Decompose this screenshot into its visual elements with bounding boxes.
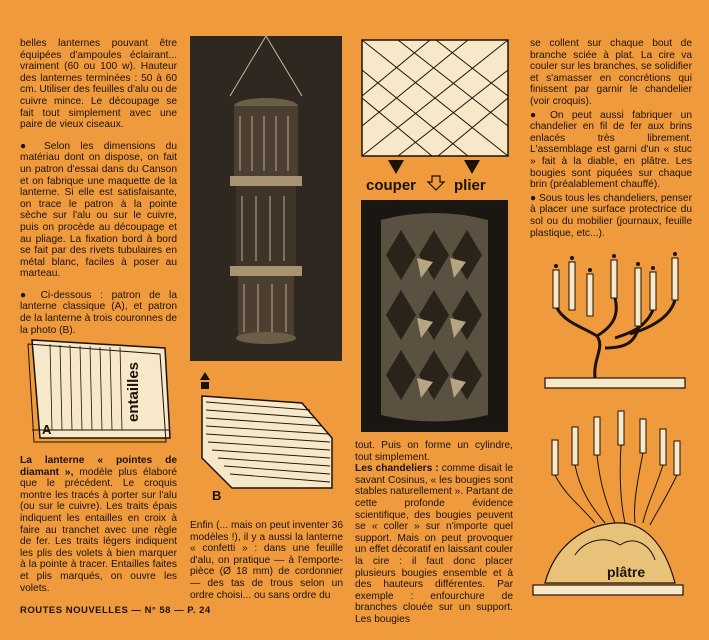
paragraph-title: La lanterne « pointes de diamant », — [20, 455, 177, 478]
paragraph — [355, 463, 513, 625]
column-2 — [190, 520, 343, 601]
paragraph-body: comme disait le savant Cosinus, « les bougies sont stables naturellement ». Partant de cette profonde évidence scientifique, des bougies peuvent se « coller » sur n'importe quel support. Mais on peut provoquer un effet décoratif en laissant couler la cire : il faut donc placer plusieurs bougies ensemble et à des hauteurs différentes. Par exemple : enfourchure de branches clouée sur un support. Les bougies — [355, 463, 514, 625]
paragraph-body: modèle plus élaboré que le précédent. Le croquis montre les tracés à porter sur l'alu (ou sur le cuivre). Les traits épais indiquent les entailles en croix à faire au tranchet avec une règle de fer. Les traits légers indiquent les plis des volets à bien marquer à la pointe à tracer. Entailles faites et plis marqués, on ouvre les volets. — [20, 466, 178, 594]
paragraph: ● Ci-dessous : patron de la lanterne classique (A), et patron de la lanterne à trois couronnes de la photo (B). — [20, 289, 177, 336]
column-1 — [20, 38, 177, 346]
pattern-a-sketch — [20, 330, 180, 448]
paragraph: ● On peut aussi fabriquer un chandelier en fil de fer aux brins enlacés très librement. L'assemblage est garni d'un « stuc » fait à la diable, en plâtre. Les bougies sont piquées sur chaque brin (préalablement chauffé). — [530, 109, 692, 191]
page-footer: ROUTES NOUVELLES — N° 58 — P. 24 — [20, 605, 211, 616]
paragraph-title: Les chandeliers : — [355, 463, 439, 475]
wire-candelabra-sketch — [525, 405, 695, 600]
branch-candelabra-sketch — [535, 248, 695, 398]
platre-label: plâtre — [607, 564, 646, 580]
couper-label: couper — [366, 177, 417, 194]
paragraph: tout. Puis on forme un cylindre, tout simplement. — [355, 440, 513, 463]
pattern-b-label: B — [212, 488, 222, 503]
diamond-lantern-photo — [361, 200, 508, 432]
paragraph: belles lanternes pouvant être équipées d'ampoules éclairant... vraiment (60 ou 100 w). Hauteur des lanternes terminées : 50 à 60 cm. Utiliser des feuilles d'alu ou de cuivre mince. Le découpage se fait tout simplement avec une paire de vieux ciseaux. — [20, 38, 177, 131]
lantern-photo — [190, 36, 342, 361]
paragraph: Enfin (... mais on peut inventer 36 modèles !), il y a aussi la lanterne « confetti » : dans une feuille d'alu, on pratique — à l'emporte-pièce (Ø 18 mm) de cordonnier — des tas de trous selon un ordre choisi... ou sans ordre du — [190, 520, 343, 601]
entailles-label: entailles — [125, 361, 142, 422]
paragraph: se collent sur chaque bout de branche sciée à plat. La cire va couler sur les branches, se solidifier et s'amasser en concrétions qui finissent par garnir le chandelier (voir croquis). — [530, 38, 692, 107]
plier-label: plier — [454, 177, 486, 194]
pattern-b-sketch — [192, 368, 347, 503]
paragraph — [20, 455, 177, 594]
paragraph: ● Sous tous les chandeliers, penser à placer une surface protectrice du sol ou du mobilier (journaux, feuille plastique, etc...). — [530, 192, 692, 239]
paragraph: ● Selon les dimensions du matériau dont on dispose, on fait un patron d'essai dans du Canson et on fabrique une maquette de la lanterne. Si elle est satisfaisante, on trace le patron à la pointe sèche sur l'alu ou sur le cuivre, puis on procède au découpage et au pliage. La fixation bord à bord se fait par des rivets tubulaires en métal blanc, faciles à poser au marteau. — [20, 140, 177, 280]
column-4 — [530, 38, 692, 239]
column-1-bottom — [20, 455, 177, 594]
diamond-pattern-diagram — [358, 36, 513, 194]
column-3 — [355, 440, 513, 626]
pattern-a-label: A — [42, 422, 52, 437]
